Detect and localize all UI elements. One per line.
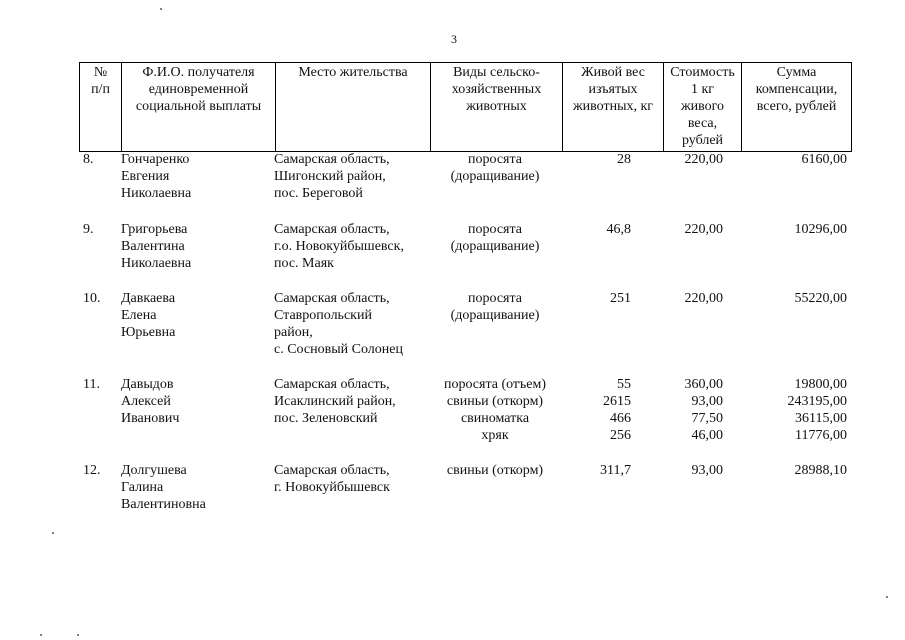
residence-line: Самарская область, bbox=[274, 377, 390, 392]
header-line: 1 кг bbox=[690, 82, 715, 97]
live-weight-line: 55 bbox=[617, 377, 631, 392]
scan-speck bbox=[160, 8, 162, 10]
cost-per-kg-line: 360,00 bbox=[684, 377, 723, 392]
recipient-name bbox=[121, 151, 271, 202]
scan-speck bbox=[40, 634, 42, 636]
row-number bbox=[83, 151, 117, 168]
animal-kind bbox=[429, 376, 561, 444]
animal-kind-line: (доращивание) bbox=[450, 308, 540, 323]
header-line: Виды сельско- bbox=[453, 65, 540, 80]
residence-line: пос. Маяк bbox=[274, 256, 334, 271]
header-kind bbox=[430, 63, 562, 151]
animal-kind-line: (доращивание) bbox=[450, 169, 540, 184]
recipient-name-line: Евгения bbox=[121, 169, 170, 184]
residence-line: Шигонский район, bbox=[274, 169, 386, 184]
residence bbox=[274, 376, 434, 427]
animal-kind-line: хряк bbox=[481, 428, 509, 443]
compensation-sum-line: 36115,00 bbox=[795, 411, 847, 426]
animal-kind-line: свиньи (откорм) bbox=[446, 394, 544, 409]
residence-line: г. Новокуйбышевск bbox=[274, 480, 390, 495]
recipient-name bbox=[121, 462, 271, 513]
header-line: живого bbox=[680, 99, 725, 114]
live-weight-line: 251 bbox=[610, 291, 631, 306]
row-number bbox=[83, 290, 117, 307]
live-weight bbox=[561, 290, 631, 307]
compensation-sum bbox=[755, 290, 847, 307]
cost-per-kg-line: 220,00 bbox=[684, 152, 723, 167]
compensation-sum-line: 55220,00 bbox=[794, 291, 847, 306]
recipient-name-line: Долгушева bbox=[121, 463, 187, 478]
live-weight bbox=[561, 221, 631, 238]
animal-kind-line: поросята (отъем) bbox=[443, 377, 547, 392]
header-line: животных bbox=[466, 99, 527, 114]
header-line: животных, кг bbox=[572, 99, 654, 114]
cost-per-kg bbox=[649, 151, 723, 168]
residence-line: пос. Береговой bbox=[274, 186, 363, 201]
header-line: всего, рублей bbox=[756, 99, 837, 114]
header-line: хозяйственных bbox=[451, 82, 542, 97]
cost-per-kg-line: 220,00 bbox=[684, 222, 723, 237]
live-weight-line: 46,8 bbox=[606, 222, 631, 237]
residence-line: Ставропольский bbox=[274, 308, 372, 323]
animal-kind-line: (доращивание) bbox=[450, 239, 540, 254]
compensation-sum bbox=[755, 376, 847, 444]
residence bbox=[274, 290, 434, 358]
compensation-table bbox=[79, 62, 852, 512]
cost-per-kg-line: 93,00 bbox=[691, 463, 723, 478]
cost-per-kg bbox=[649, 376, 723, 444]
row-number-line: 8. bbox=[83, 152, 94, 167]
residence-line: Самарская область, bbox=[274, 152, 390, 167]
cost-per-kg-line: 220,00 bbox=[684, 291, 723, 306]
animal-kind-line: поросята bbox=[468, 152, 522, 167]
residence-line: Исаклинский район, bbox=[274, 394, 396, 409]
recipient-name bbox=[121, 221, 271, 272]
header-line: единовременной bbox=[148, 82, 249, 97]
header-line: п/п bbox=[91, 82, 110, 97]
residence-line: с. Сосновый Солонец bbox=[274, 342, 403, 357]
live-weight-line: 28 bbox=[617, 152, 631, 167]
header-line: № bbox=[93, 65, 108, 80]
compensation-sum bbox=[755, 221, 847, 238]
residence bbox=[274, 221, 434, 272]
residence bbox=[274, 151, 434, 202]
live-weight-line: 311,7 bbox=[600, 463, 631, 478]
residence-line: Самарская область, bbox=[274, 222, 390, 237]
recipient-name bbox=[121, 290, 271, 341]
header-num bbox=[80, 63, 121, 151]
row-number bbox=[83, 221, 117, 238]
cost-per-kg-line: 46,00 bbox=[691, 428, 723, 443]
table-header bbox=[79, 62, 852, 152]
residence-line: район, bbox=[274, 325, 313, 340]
live-weight bbox=[561, 376, 631, 444]
scan-speck bbox=[52, 532, 54, 534]
header-line: Живой вес bbox=[581, 65, 645, 80]
animal-kind-line: поросята bbox=[468, 291, 522, 306]
live-weight-line: 466 bbox=[610, 411, 631, 426]
scan-speck bbox=[77, 634, 79, 636]
header-weight bbox=[562, 63, 663, 151]
recipient-name-line: Иванович bbox=[121, 411, 180, 426]
row-number bbox=[83, 376, 117, 393]
header-name bbox=[121, 63, 275, 151]
animal-kind bbox=[429, 290, 561, 324]
scan-speck bbox=[886, 596, 888, 598]
row-number-line: 11. bbox=[83, 377, 100, 392]
recipient-name-line: Григорьева bbox=[121, 222, 188, 237]
animal-kind-line: поросята bbox=[468, 222, 522, 237]
compensation-sum-line: 10296,00 bbox=[794, 222, 847, 237]
recipient-name-line: Алексей bbox=[121, 394, 171, 409]
header-line: Место жительства bbox=[298, 65, 408, 80]
live-weight bbox=[561, 151, 631, 168]
compensation-sum-line: 243195,00 bbox=[787, 394, 847, 409]
cost-per-kg-line: 93,00 bbox=[691, 394, 723, 409]
residence-line: Самарская область, bbox=[274, 463, 390, 478]
header-line: рублей bbox=[681, 133, 724, 148]
cost-per-kg bbox=[649, 290, 723, 307]
recipient-name bbox=[121, 376, 271, 427]
residence-line: Самарская область, bbox=[274, 291, 390, 306]
animal-kind bbox=[429, 151, 561, 185]
live-weight-line: 256 bbox=[610, 428, 631, 443]
cost-per-kg-line: 77,50 bbox=[691, 411, 723, 426]
header-place bbox=[275, 63, 430, 151]
header-sum bbox=[741, 63, 851, 151]
cost-per-kg bbox=[649, 221, 723, 238]
compensation-sum-line: 28988,10 bbox=[794, 463, 847, 478]
header-line: Сумма bbox=[776, 65, 817, 80]
header-line: веса, bbox=[687, 116, 718, 131]
live-weight-line: 2615 bbox=[603, 394, 631, 409]
row-number-line: 12. bbox=[83, 463, 101, 478]
residence-line: г.о. Новокуйбышевск, bbox=[274, 239, 404, 254]
row-number bbox=[83, 462, 117, 479]
animal-kind bbox=[429, 221, 561, 255]
page-number: 3 bbox=[451, 32, 457, 46]
recipient-name-line: Галина bbox=[121, 480, 164, 495]
recipient-name-line: Гончаренко bbox=[121, 152, 190, 167]
recipient-name-line: Юрьевна bbox=[121, 325, 176, 340]
animal-kind bbox=[429, 462, 561, 479]
recipient-name-line: Валентина bbox=[121, 239, 185, 254]
residence bbox=[274, 462, 434, 496]
compensation-sum bbox=[755, 462, 847, 479]
header-line: Ф.И.О. получателя bbox=[142, 65, 255, 80]
recipient-name-line: Николаевна bbox=[121, 186, 192, 201]
cost-per-kg bbox=[649, 462, 723, 479]
recipient-name-line: Давкаева bbox=[121, 291, 176, 306]
recipient-name-line: Давыдов bbox=[121, 377, 174, 392]
row-number-line: 10. bbox=[83, 291, 101, 306]
row-number-line: 9. bbox=[83, 222, 94, 237]
header-line: изъятых bbox=[588, 82, 638, 97]
header-line: социальной выплаты bbox=[135, 99, 262, 114]
compensation-sum-line: 19800,00 bbox=[794, 377, 847, 392]
recipient-name-line: Николаевна bbox=[121, 256, 192, 271]
header-line: компенсации, bbox=[755, 82, 838, 97]
compensation-sum bbox=[755, 151, 847, 168]
animal-kind-line: свиноматка bbox=[460, 411, 530, 426]
live-weight bbox=[561, 462, 631, 479]
recipient-name-line: Валентиновна bbox=[121, 497, 206, 512]
header-line: Стоимость bbox=[670, 65, 735, 80]
compensation-sum-line: 6160,00 bbox=[801, 152, 847, 167]
animal-kind-line: свиньи (откорм) bbox=[446, 463, 544, 478]
residence-line: пос. Зеленовский bbox=[274, 411, 378, 426]
header-cost bbox=[663, 63, 741, 151]
compensation-sum-line: 11776,00 bbox=[795, 428, 847, 443]
recipient-name-line: Елена bbox=[121, 308, 157, 323]
